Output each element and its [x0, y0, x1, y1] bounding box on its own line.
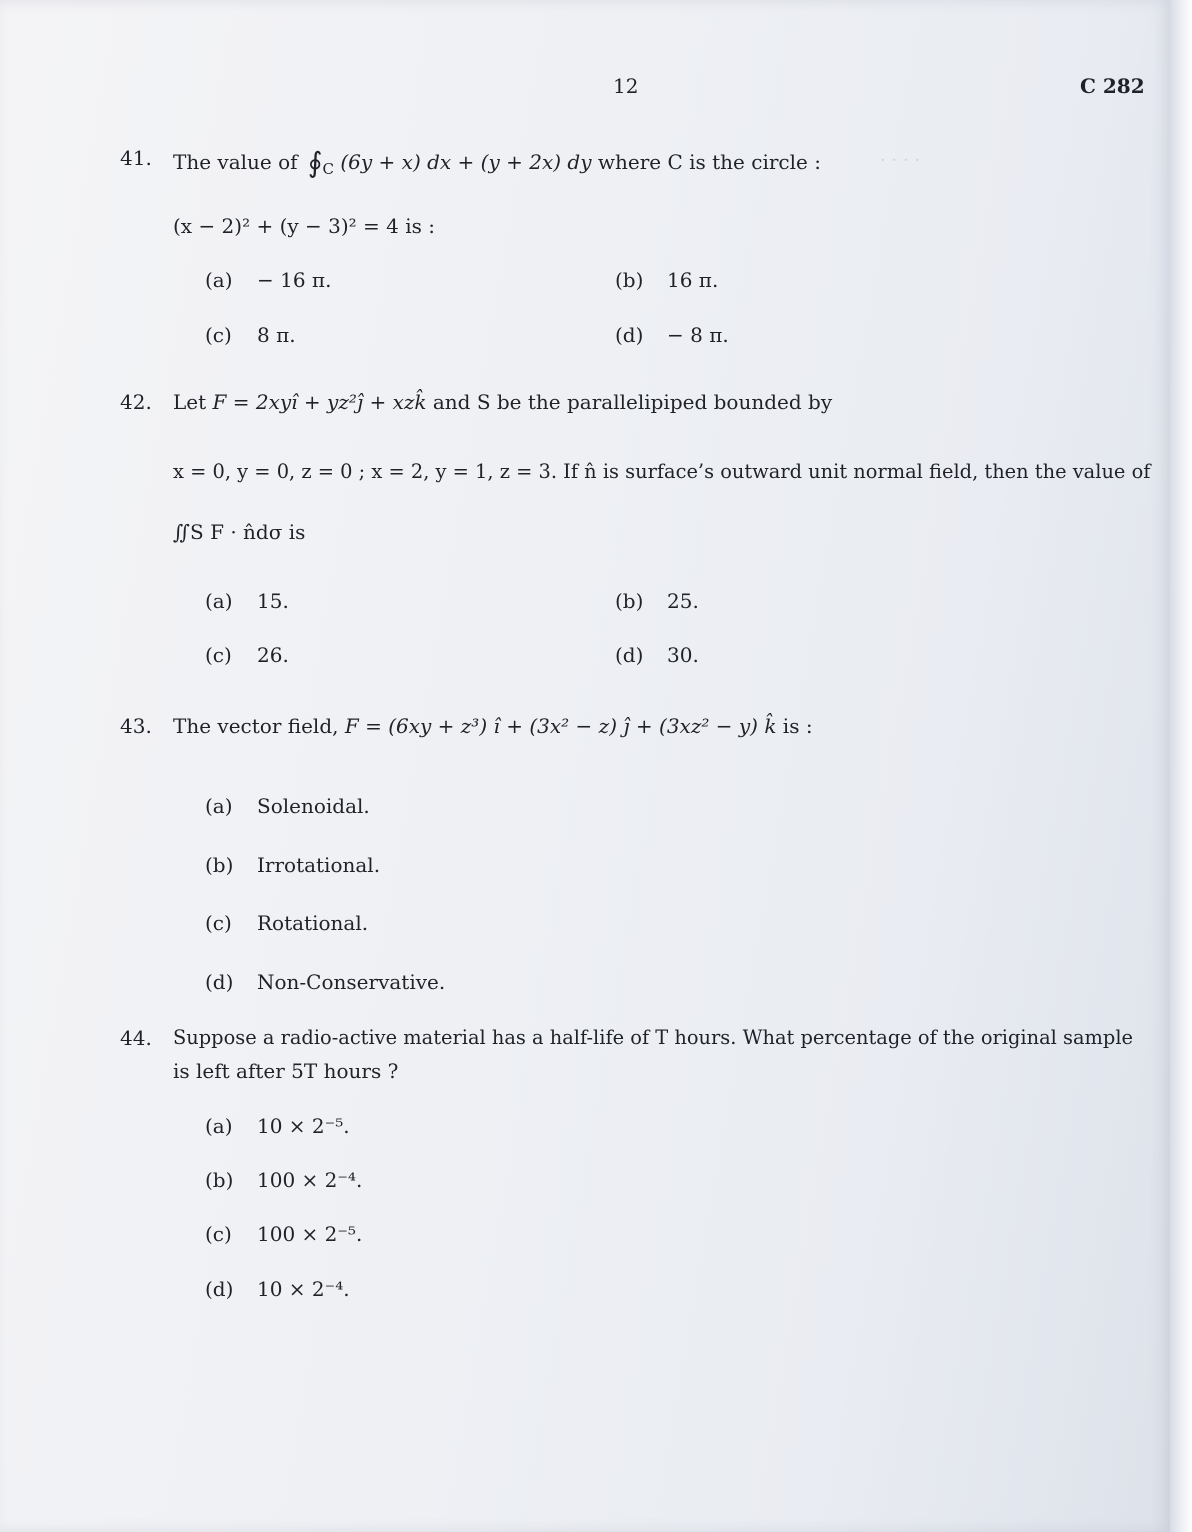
question-41-text-post: where C is the circle :	[597, 150, 821, 174]
question-42-text-pre: Let	[173, 390, 207, 414]
question-43-option-d[interactable]	[205, 970, 445, 994]
option-text: 15.	[257, 589, 289, 613]
question-41-option-a[interactable]	[205, 268, 331, 292]
show-through-text: · · · ·	[880, 150, 921, 171]
question-42-number: 42.	[120, 390, 152, 414]
question-43-text-pre: The vector field,	[173, 714, 339, 738]
option-text: 8 π.	[257, 323, 296, 347]
option-label: (b)	[205, 1168, 234, 1192]
question-42-line1	[173, 390, 832, 414]
question-43-option-a[interactable]	[205, 794, 370, 818]
question-41-option-d[interactable]	[615, 323, 729, 347]
option-text: 30.	[667, 643, 699, 667]
option-label: (a)	[205, 589, 233, 613]
question-43-option-c[interactable]	[205, 911, 368, 935]
question-44-option-a[interactable]	[205, 1114, 350, 1138]
option-text: Non-Conservative.	[257, 970, 446, 994]
option-label: (a)	[205, 1114, 233, 1138]
option-label: (a)	[205, 268, 233, 292]
option-text: 100 × 2⁻⁵.	[257, 1222, 363, 1246]
option-label: (c)	[205, 911, 232, 935]
question-41-option-b[interactable]	[615, 268, 718, 292]
question-44-line2: is left after 5T hours ?	[173, 1059, 399, 1083]
option-text: 100 × 2⁻⁴.	[257, 1168, 363, 1192]
page-number: 12	[613, 74, 639, 98]
question-42-text-post: and S be the parallelipiped bounded by	[432, 390, 833, 414]
question-42-option-a[interactable]	[205, 589, 289, 613]
question-42-line2: x = 0, y = 0, z = 0 ; x = 2, y = 1, z = 3. If n̂ is surface’s outward unit normal field, then the value of	[173, 460, 1151, 483]
option-label: (d)	[205, 970, 234, 994]
question-41-number: 41.	[120, 146, 152, 170]
option-text: 16 π.	[667, 268, 719, 292]
option-text: Irrotational.	[257, 853, 381, 877]
question-44-line1: Suppose a radio-active material has a half-life of T hours. What percentage of the original sample	[173, 1026, 1133, 1049]
question-42-option-d[interactable]	[615, 643, 699, 667]
option-text: 10 × 2⁻⁴.	[257, 1277, 350, 1301]
option-text: Rotational.	[257, 911, 369, 935]
option-label: (d)	[615, 323, 644, 347]
question-41-option-c[interactable]	[205, 323, 296, 347]
option-label: (d)	[205, 1277, 234, 1301]
option-label: (d)	[615, 643, 644, 667]
question-44-number: 44.	[120, 1026, 152, 1050]
question-41-integral-sub: C	[322, 160, 334, 178]
question-43-number: 43.	[120, 714, 152, 738]
option-text: 10 × 2⁻⁵.	[257, 1114, 350, 1138]
question-43-text-post: is :	[782, 714, 813, 738]
option-label: (b)	[615, 589, 644, 613]
question-44-option-d[interactable]	[205, 1277, 350, 1301]
question-41-text-pre: The value of	[173, 150, 298, 174]
question-42-field-expression: F = 2xyî + yz²ĵ + xzk̂	[212, 390, 427, 414]
option-text: 25.	[667, 589, 699, 613]
option-text: − 8 π.	[667, 323, 729, 347]
question-42-option-c[interactable]	[205, 643, 289, 667]
option-label: (b)	[615, 268, 644, 292]
option-text: Solenoidal.	[257, 794, 370, 818]
question-43-option-b[interactable]	[205, 853, 380, 877]
question-44-option-b[interactable]	[205, 1168, 362, 1192]
option-text: 26.	[257, 643, 289, 667]
contour-integral-icon: ∮	[307, 146, 323, 179]
question-43-line1	[173, 714, 813, 738]
option-label: (b)	[205, 853, 234, 877]
question-41-line1	[173, 146, 821, 179]
question-44-option-c[interactable]	[205, 1222, 362, 1246]
option-label: (c)	[205, 323, 232, 347]
question-43-field-expression: F = (6xy + z³) î + (3x² − z) ĵ + (3xz² − y) k̂	[344, 714, 777, 738]
option-label: (c)	[205, 643, 232, 667]
question-42-line3: ∬S F · n̂dσ is	[173, 520, 306, 544]
question-41-expression: (6y + x) dx + (y + 2x) dy	[340, 150, 592, 174]
option-label: (c)	[205, 1222, 232, 1246]
page-edge	[1170, 0, 1192, 1532]
option-text: − 16 π.	[257, 268, 332, 292]
question-41-line2: (x − 2)² + (y − 3)² = 4 is :	[173, 214, 436, 238]
option-label: (a)	[205, 794, 233, 818]
question-42-option-b[interactable]	[615, 589, 699, 613]
paper-code: C 282	[1080, 74, 1145, 98]
